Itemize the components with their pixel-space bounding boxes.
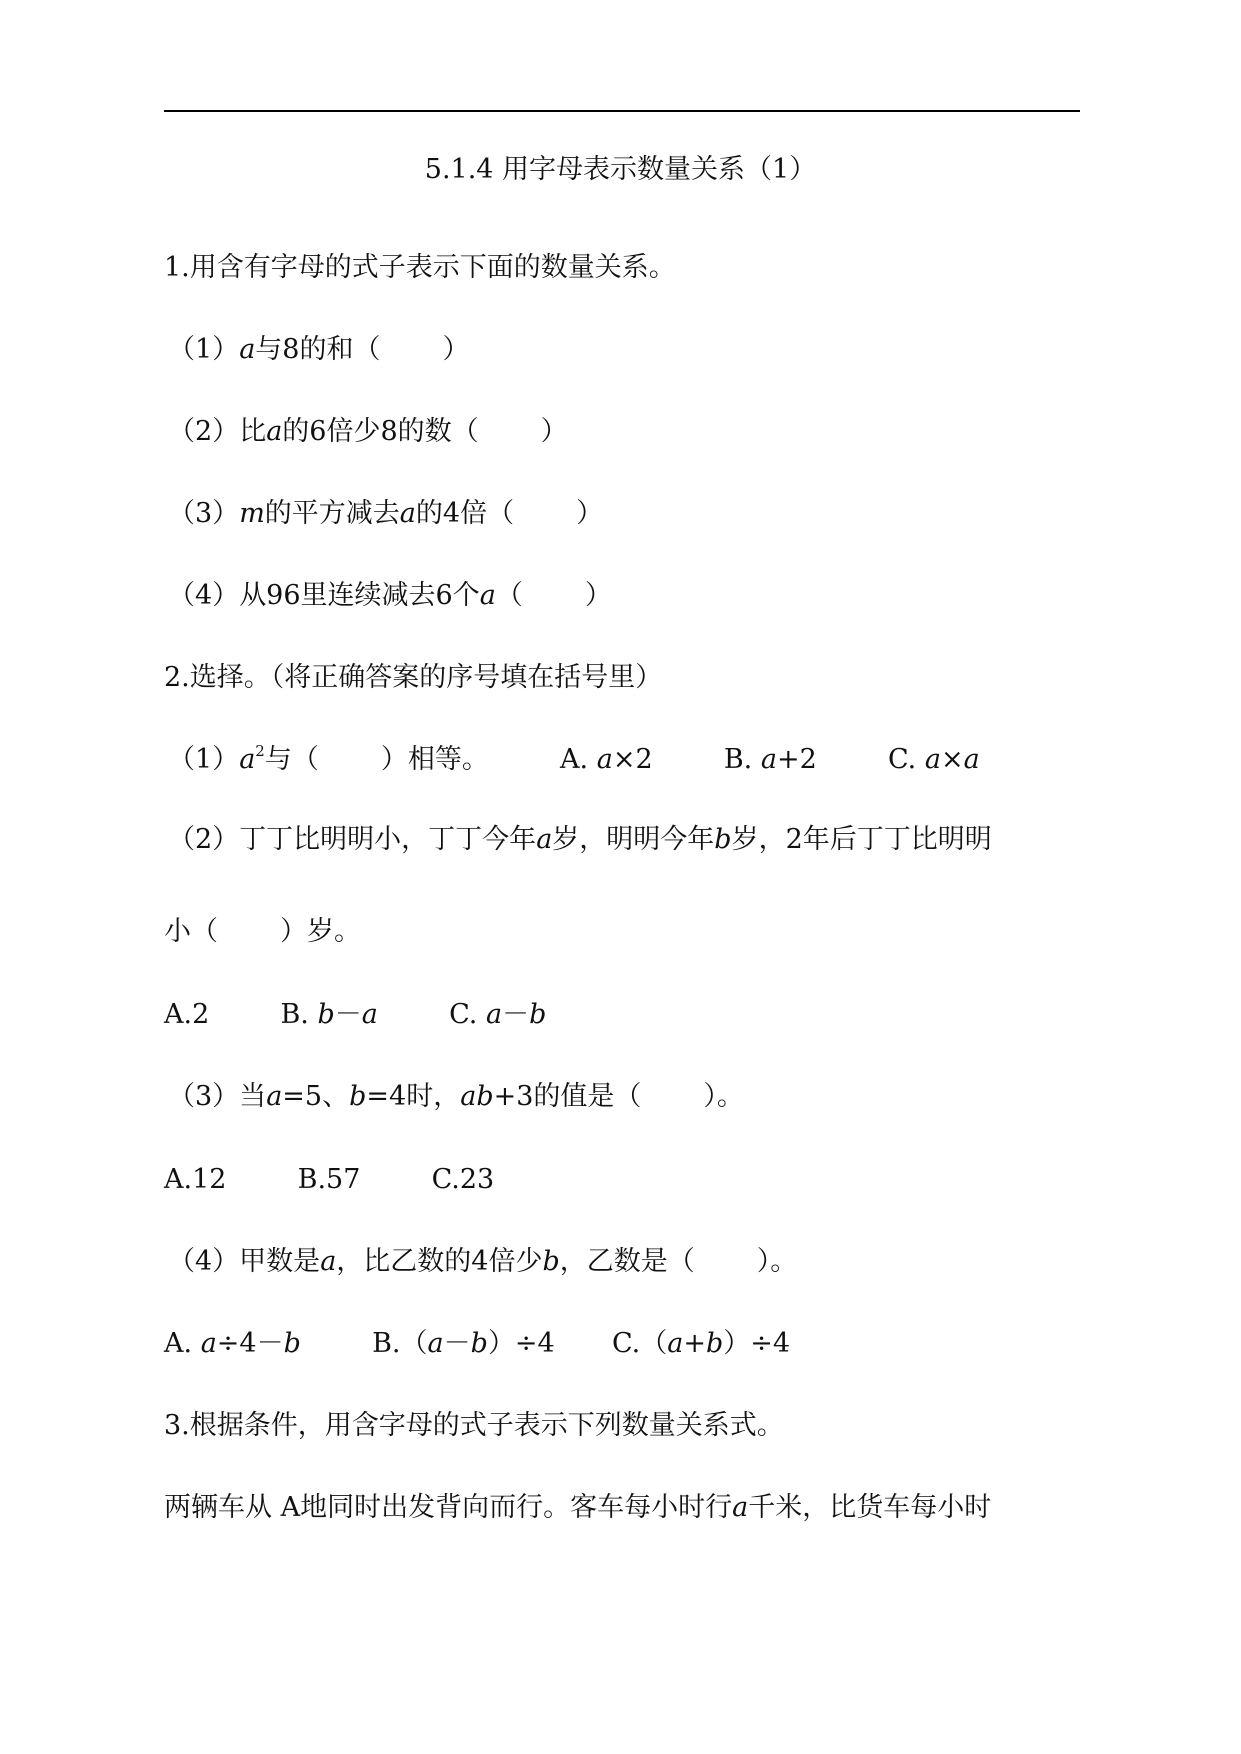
option-b: B. b－a — [280, 999, 378, 1030]
option-b: B. a+2 — [723, 744, 817, 775]
option-b: B.57 — [297, 1164, 361, 1195]
question-2-item-2-line-2: 小（ ）岁。 — [164, 916, 361, 947]
option-c: C. a×a — [887, 744, 980, 775]
question-2-item-4: （4）甲数是a，比乙数的4倍少b，乙数是（ ）。 — [168, 1246, 798, 1277]
question-2-heading: 2.选择。（将正确答案的序号填在括号里） — [164, 662, 663, 693]
question-1-item-4: （4）从96里连续减去6个a（ ） — [168, 580, 612, 611]
question-2-item-3-options — [164, 1160, 494, 1200]
header-rule — [164, 110, 1080, 112]
question-1-item-3: （3）m的平方减去a的4倍（ ） — [168, 498, 604, 529]
option-c: C.（a+b）÷4 — [611, 1328, 791, 1359]
option-a: A.12 — [164, 1164, 227, 1195]
question-1-heading: 1.用含有字母的式子表示下面的数量关系。 — [164, 252, 676, 283]
question-1-item-2: （2）比a的6倍少8的数（ ） — [168, 416, 568, 447]
question-2-item-2-options — [164, 995, 546, 1035]
question-1-item-1: （1）a与8的和（ ） — [168, 334, 470, 365]
question-2-item-1: $(1)a^2$与（ ）相等。 A. a×2 B. a+2 C. a×a — [168, 742, 980, 775]
question-2-item-3: （3）当a=5、b=4时，ab+3的值是（ ）。 — [168, 1081, 744, 1112]
question-3-text: 两辆车从 A地同时出发背向而行。客车每小时行a千米，比货车每小时 — [164, 1492, 992, 1523]
option-a: A.2 — [164, 999, 210, 1030]
option-a: A. a÷4－b — [164, 1328, 301, 1359]
option-c: C. a－b — [449, 999, 547, 1030]
question-3-heading: 3.根据条件，用含字母的式子表示下列数量关系式。 — [164, 1410, 784, 1441]
option-a: A. a×2 — [560, 744, 653, 775]
page-title: 5.1.4 用字母表示数量关系（1） — [424, 154, 817, 185]
question-2-item-2-line-1: （2）丁丁比明明小，丁丁今年a岁，明明今年b岁，2年后丁丁比明明 — [168, 824, 992, 855]
option-b: B.（a－b）÷4 — [372, 1328, 555, 1359]
option-c: C.23 — [431, 1164, 495, 1195]
question-2-item-4-options — [164, 1324, 790, 1364]
